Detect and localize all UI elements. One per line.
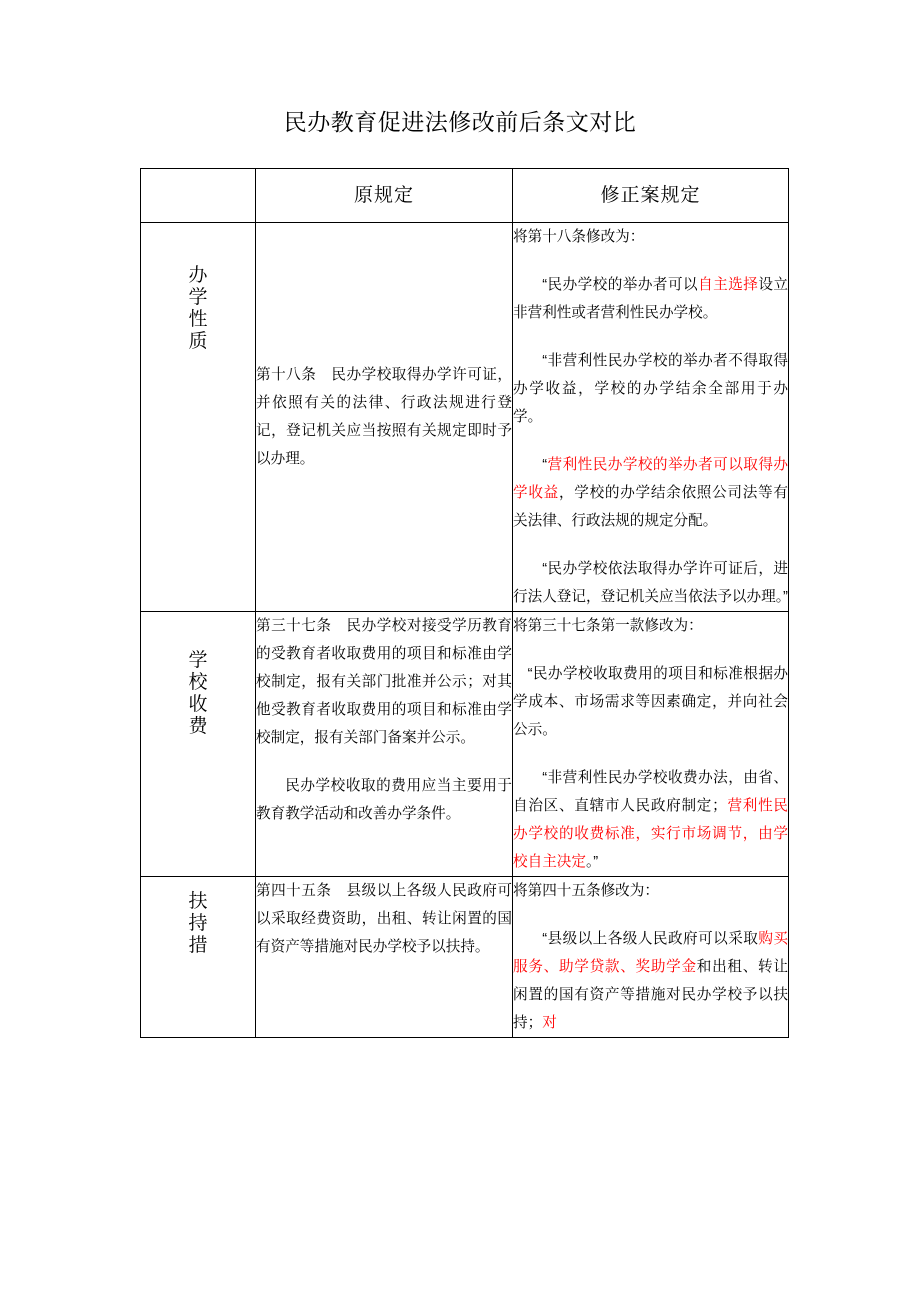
- provision-paragraph: [256, 877, 512, 961]
- row-label-cell: [141, 877, 256, 1038]
- row-label-stack: [141, 877, 255, 995]
- row-label-char: 质: [188, 331, 208, 352]
- original-provision-cell: [256, 877, 513, 1038]
- comparison-table: [140, 168, 789, 1038]
- table-body: [141, 169, 789, 1038]
- table-row: [141, 223, 789, 612]
- provision-text: 第十八条 民办学校取得办学许可证，并依照有关的法律、行政法规进行登记，登记机关应当按照有关规定即时予以办理。: [256, 367, 512, 467]
- row-label-char: 收: [188, 694, 208, 715]
- provision-paragraph: [513, 612, 788, 640]
- provision-text: 第四十五条 县级以上各级人民政府可以采取经费资助，出租、转让闲置的国有资产等措施对民办学校予以扶持。: [256, 883, 512, 955]
- row-label-cell: [141, 612, 256, 877]
- header-cell-label: [141, 169, 256, 223]
- provision-paragraph: [513, 223, 788, 251]
- provision-text: “民办学校依法取得办学许可证后，进行法人登记，登记机关应当依法予以办理。”: [513, 561, 788, 605]
- highlighted-text: 对: [542, 1015, 557, 1031]
- row-label-char: 扶: [188, 891, 208, 912]
- provision-text: “非营利性民办学校收费办法，由省、自治区、直辖市人民政府制定；: [513, 770, 788, 814]
- row-label-char: 校: [188, 672, 208, 693]
- row-label-char: 措: [188, 935, 208, 956]
- page-title: 民办教育促进法修改前后条文对比: [283, 109, 637, 135]
- row-label-char: 费: [188, 716, 208, 737]
- provision-paragraph: [513, 764, 788, 876]
- row-label-stack: [141, 223, 255, 399]
- row-label-char: 学: [188, 650, 208, 671]
- header-cell-amendment: 修正案规定: [513, 169, 789, 223]
- provision-text: 第三十七条 民办学校对接受学历教育的受教育者收取费用的项目和标准由学校制定，报有关部门批准并公示；对其他受教育者收取费用的项目和标准由学校制定，报有关部门备案并公示。: [256, 618, 512, 746]
- header-cell-original: 原规定: [256, 169, 513, 223]
- provision-paragraph: [513, 347, 788, 431]
- amendment-provision-cell: [513, 612, 789, 877]
- provision-text: “非营利性民办学校的举办者不得取得办学收益，学校的办学结余全部用于办学。: [513, 353, 788, 425]
- provision-paragraph: [256, 612, 512, 752]
- original-provision-cell: [256, 612, 513, 877]
- row-label-char: 性: [188, 309, 208, 330]
- provision-text: 。”: [585, 854, 599, 870]
- provision-text: 民办学校收取的费用应当主要用于教育教学活动和改善办学条件。: [256, 778, 512, 822]
- provision-paragraph: [513, 660, 788, 744]
- original-provision-cell: [256, 223, 513, 612]
- amendment-provision-cell: [513, 223, 789, 612]
- highlighted-text: 营利性民办学校的收费标准，实行市场调节，由学校自主决定: [513, 798, 788, 870]
- table-row: [141, 612, 789, 877]
- highlighted-text: 营利性民办学校的举办者可以取得办学收益: [513, 457, 788, 501]
- provision-text: ，学校的办学结余依照公司法等有关法律、行政法规的规定分配。: [513, 485, 788, 529]
- provision-paragraph: [513, 555, 788, 611]
- row-label-char: 持: [188, 913, 208, 934]
- provision-text: “: [542, 457, 548, 473]
- amendment-provision-cell: [513, 877, 789, 1038]
- highlighted-text: 自主选择: [698, 277, 759, 293]
- row-label-char: 办: [188, 265, 208, 286]
- provision-paragraph: [513, 271, 788, 327]
- table-header-row: [141, 169, 789, 223]
- provision-text: 和出租、转让闲置的国有资产等措施对民办学校予以扶持；: [513, 959, 788, 1031]
- provision-text: 将第四十五条修改为：: [513, 883, 659, 899]
- table-row: [141, 877, 789, 1038]
- provision-text: 将第十八条修改为：: [513, 229, 645, 245]
- provision-paragraph: [513, 451, 788, 535]
- provision-text: “民办学校收取费用的项目和标准根据办学成本、市场需求等因素确定，并向社会公示。: [513, 666, 788, 738]
- highlighted-text: 购买服务、助学贷款、奖助学金: [513, 931, 788, 975]
- provision-text: “县级以上各级人民政府可以采取: [542, 931, 759, 947]
- row-label-stack: [141, 612, 255, 774]
- provision-text: 将第三十七条第一款修改为：: [513, 618, 703, 634]
- provision-paragraph: [256, 772, 512, 828]
- provision-text: 设立非营利性或者营利性民办学校。: [513, 277, 788, 321]
- row-label-char: 学: [188, 287, 208, 308]
- row-label-cell: [141, 223, 256, 612]
- provision-paragraph: [513, 877, 788, 905]
- provision-text: “民办学校的举办者可以: [542, 277, 699, 293]
- provision-paragraph: [256, 361, 512, 473]
- provision-paragraph: [513, 925, 788, 1037]
